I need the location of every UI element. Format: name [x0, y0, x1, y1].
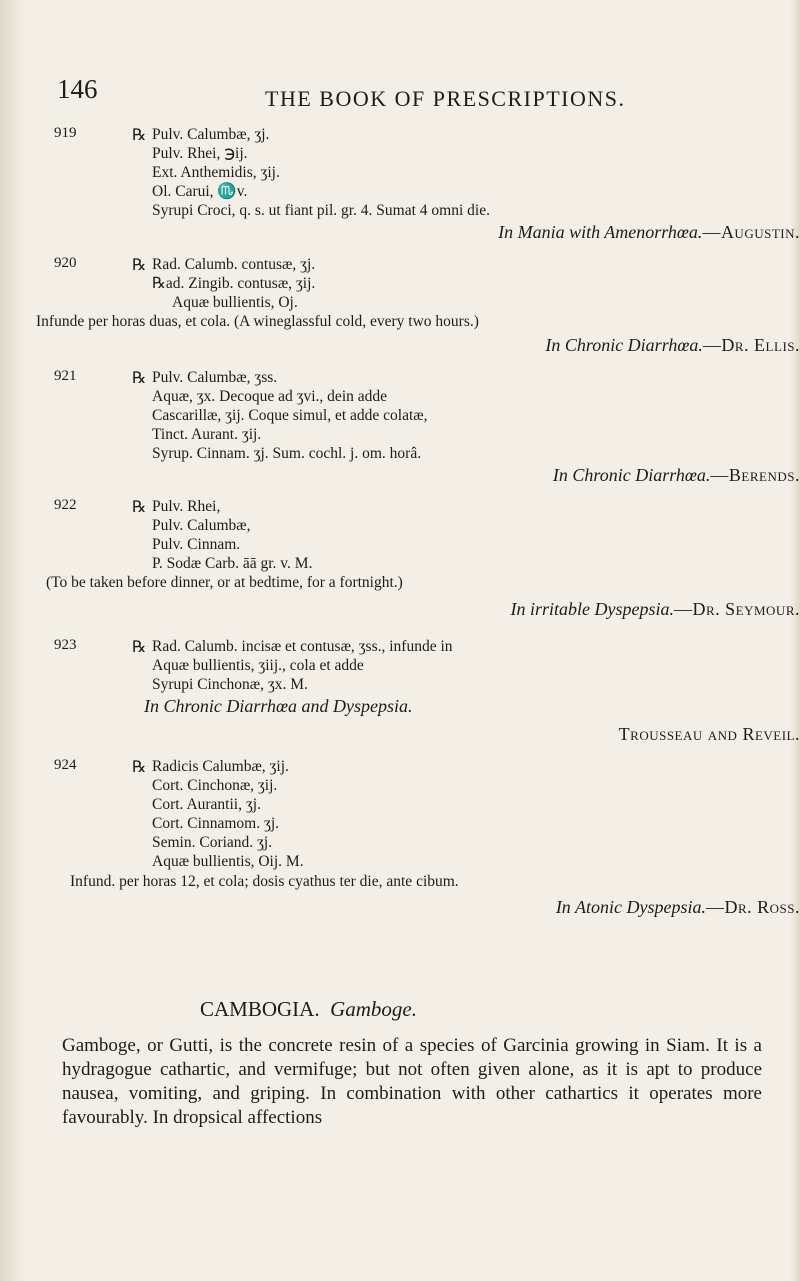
page-gutter-shadow — [0, 0, 26, 1281]
prescription-lines: Pulv. Calumbæ, ʒss. Aquæ, ʒx. Decoque ad ʒvi., dein adde Cascarillæ, ʒij. Coque simul, et adde colatæ, Tinct. Aurant. ʒij. Syrup. Cinnam. ʒj. Sum. cochl. j. om. horâ. — [152, 369, 428, 462]
prescription-921 — [40, 368, 780, 463]
prescription-lines: Rad. Calumb. incisæ et contusæ, ʒss., infunde in Aquæ bullientis, ʒiij., cola et adde Syrupi Cinchonæ, ʒx. M. — [152, 638, 453, 693]
source-citation: In Mania with Amenorrhœa.—Augustin. — [498, 222, 800, 242]
prescription-lines: Rad. Calumb. contusæ, ʒj. ℞ad. Zingib. contusæ, ʒij. Aquæ bullientis, Oj. — [152, 256, 316, 311]
prescription-923 — [40, 637, 780, 694]
section-heading: CAMBOGIA. Gamboge. — [200, 997, 417, 1021]
source-citation-title: In Chronic Diarrhœa and Dyspepsia. — [144, 696, 413, 716]
rx-icon: ℞ — [132, 127, 147, 144]
page-edge-shadow — [790, 0, 800, 1281]
prescription-lines: Pulv. Calumbæ, ʒj. Pulv. Rhei, ℈ij. Ext. Anthemidis, ʒij. Ol. Carui, ♏v. Syrupi Croci, q. s. ut fiant pil. gr. 4. Sumat 4 omni die. — [152, 126, 490, 219]
source-citation-author: Trousseau and Reveil. — [618, 724, 800, 744]
prescription-lines: Radicis Calumbæ, ʒij. Cort. Cinchonæ, ʒij. Cort. Aurantii, ʒj. Cort. Cinnamom. ʒj. Semin. Coriand. ʒj. Aquæ bullientis, Oij. M. — [152, 758, 304, 870]
prescription-number: 922 — [54, 497, 77, 513]
prescription-number: 921 — [54, 368, 77, 384]
prescription-number: 919 — [54, 125, 77, 141]
source-citation: In Chronic Diarrhœa.—Dr. Ellis. — [545, 335, 800, 355]
page-number: 146 — [57, 74, 98, 104]
prescription-lines: Pulv. Rhei, Pulv. Calumbæ, Pulv. Cinnam. P. Sodæ Carb. āā gr. v. M. — [152, 498, 313, 572]
running-head: THE BOOK OF PRESCRIPTIONS. — [265, 86, 626, 111]
prescription-920 — [40, 255, 780, 312]
prescription-directions: (To be taken before dinner, or at bedtime, for a fortnight.) — [46, 574, 403, 591]
prescription-directions: Infund. per horas 12, et cola; dosis cyathus ter die, ante cibum. — [70, 873, 459, 890]
source-citation: In Atonic Dyspepsia.—Dr. Ross. — [555, 897, 800, 917]
rx-icon: ℞ — [132, 639, 147, 656]
rx-icon: ℞ — [132, 370, 147, 387]
prescription-directions: Infunde per horas duas, et cola. (A wineglassful cold, every two hours.) — [36, 313, 479, 330]
prescription-number: 924 — [54, 757, 77, 773]
prescription-919 — [40, 125, 780, 220]
prescription-number: 920 — [54, 255, 77, 271]
source-citation: In Chronic Diarrhœa.—Berends. — [552, 465, 800, 485]
prescription-number: 923 — [54, 637, 77, 653]
source-citation: In irritable Dyspepsia.—Dr. Seymour. — [510, 599, 800, 619]
rx-icon: ℞ — [132, 499, 147, 516]
body-paragraph: Gamboge, or Gutti, is the concrete resin of a species of Garcinia growing in Siam. It is a hydragogue cathartic, and vermifuge; but not often given alone, as it is apt to produce nausea, vomiting, and griping. In combination with other cathartics it operates more favourably. In dropsical affections — [62, 1035, 762, 1128]
rx-icon: ℞ — [132, 759, 147, 776]
prescription-924 — [40, 757, 780, 871]
prescription-922 — [40, 497, 780, 573]
rx-icon: ℞ — [132, 257, 147, 274]
